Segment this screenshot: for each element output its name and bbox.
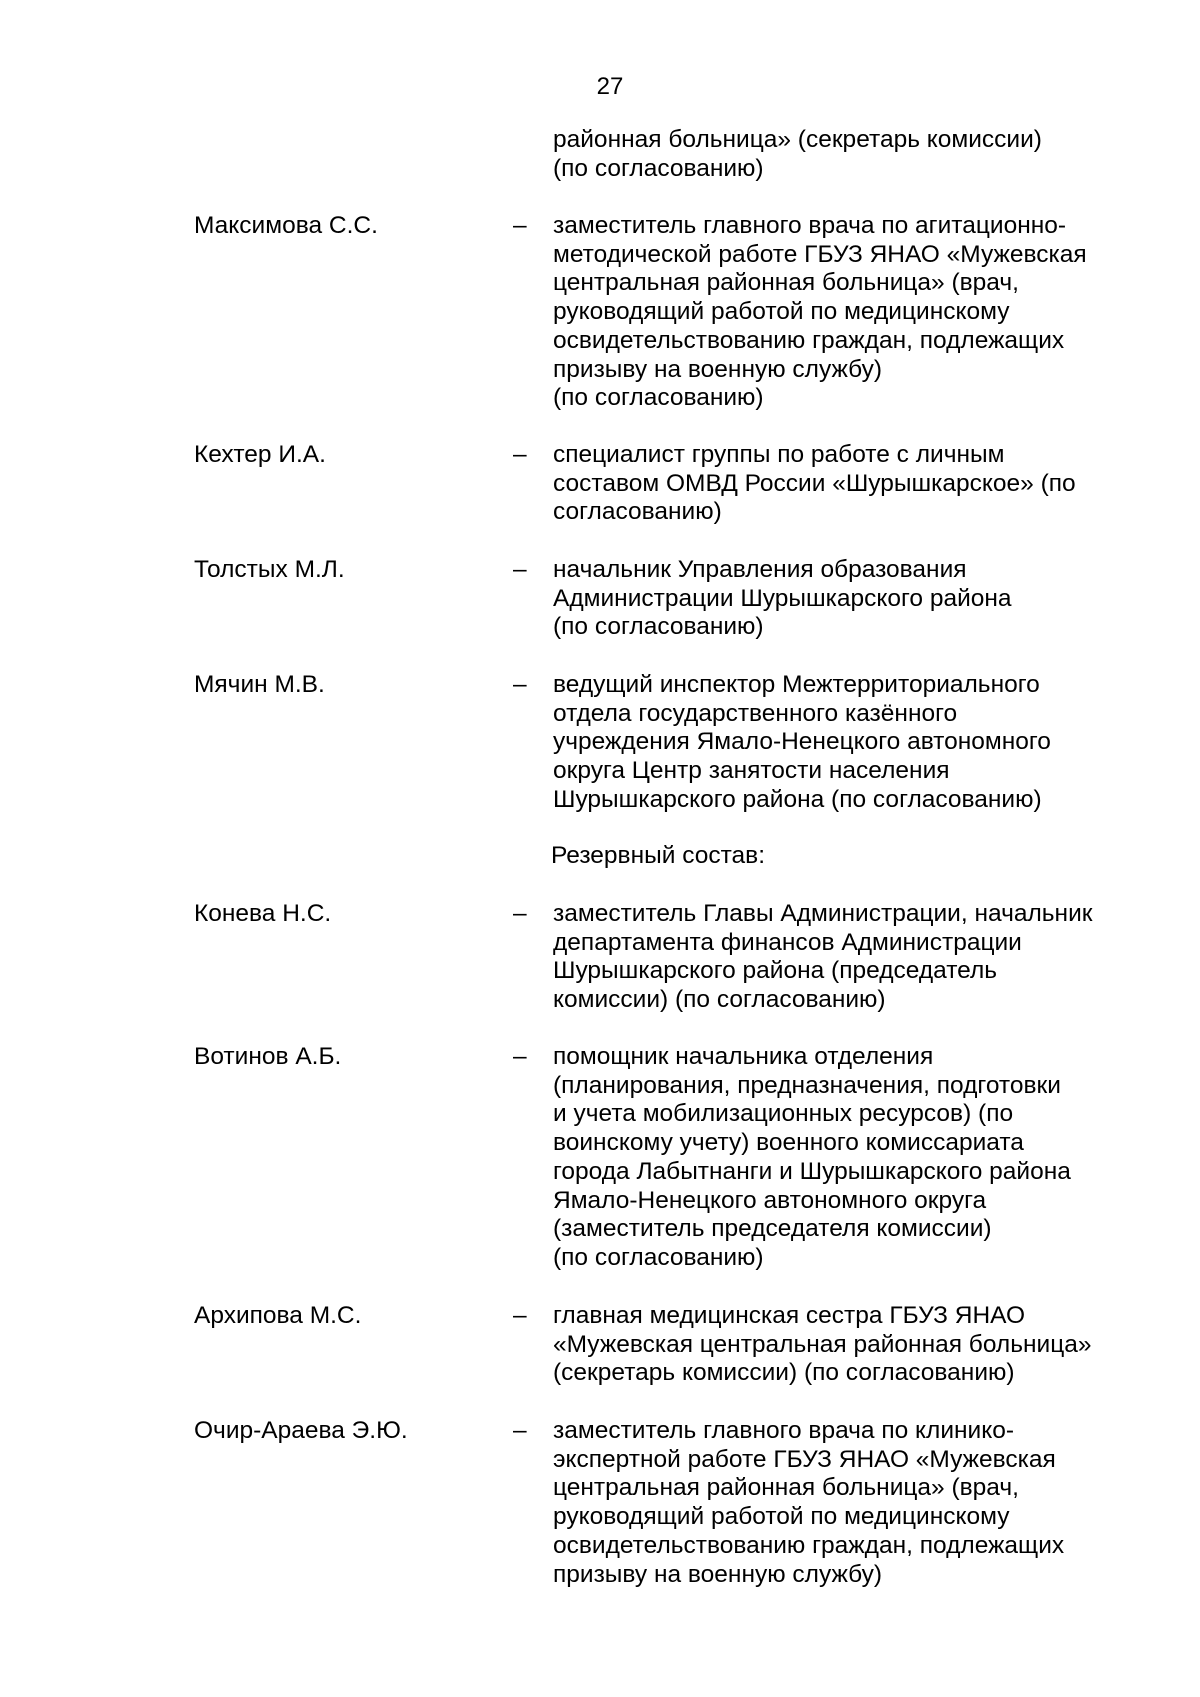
description-line: освидетельствованию граждан, подлежащих [553,1531,1065,1559]
description-line: главная медицинская сестра ГБУЗ ЯНАО [553,1302,1025,1329]
continuation-line: районная больница» (секретарь комиссии) [553,126,1042,153]
description-line: методической работе ГБУЗ ЯНАО «Мужевская [553,240,1087,268]
description-line: призыву на военную службу) [553,355,883,383]
description-line: отдела государственного казённого [553,699,958,727]
description-line: (секретарь комиссии) (по согласованию) [553,1359,1015,1387]
dash: – [513,1043,527,1070]
description-line: начальник Управления образования [553,556,967,583]
member-description [553,1043,1071,1273]
description-line: (по согласованию) [553,613,764,641]
member-name: Очир-Араева Э.Ю. [194,1417,408,1444]
description-line: освидетельствованию граждан, подлежащих [553,326,1065,354]
dash: – [513,212,527,239]
continuation-text [553,126,1042,183]
member-name: Максимова С.С. [194,212,378,239]
description-line: воинскому учету) военного комиссариата [553,1129,1024,1157]
description-line: «Мужевская центральная районная больница» [553,1330,1092,1358]
description-line: заместитель главного врача по клинико- [553,1417,1015,1444]
member-description [553,900,1092,1015]
description-line: заместитель главного врача по агитационно- [553,212,1067,239]
member-description [553,1302,1091,1388]
description-line: учреждения Ямало-Ненецкого автономного [553,728,1051,756]
description-line: (по согласованию) [553,384,764,412]
description-line: Ямало-Ненецкого автономного округа [553,1186,987,1214]
description-line: и учета мобилизационных ресурсов) (по [553,1100,1014,1128]
member-name: Кехтер И.А. [194,441,326,468]
member-description [553,212,1087,413]
description-line: экспертной работе ГБУЗ ЯНАО «Мужевская [553,1445,1056,1473]
description-line: специалист группы по работе с личным [553,441,1005,468]
member-name: Архипова М.С. [194,1302,362,1329]
page-number: 27 [596,73,624,100]
continuation-line: (по согласованию) [553,154,764,182]
description-line: города Лабытнанги и Шурышкарского района [553,1157,1071,1185]
description-line: составом ОМВД России «Шурышкарское» (по [553,469,1076,497]
dash: – [513,1417,527,1444]
description-line: (по согласованию) [553,1243,764,1271]
member-description [553,441,1076,527]
description-line: департамента финансов Администрации [553,928,1022,956]
description-line: Администрации Шурышкарского района [553,584,1012,612]
description-line: заместитель Главы Администрации, начальник [553,900,1093,927]
member-description [553,556,1012,642]
description-line: центральная районная больница» (врач, [553,269,1019,297]
description-line: Шурышкарского района (председатель [553,957,998,985]
dash: – [513,441,527,468]
description-line: ведущий инспектор Межтерриториального [553,671,1040,698]
description-line: (заместитель председателя комиссии) [553,1215,992,1243]
member-name: Конева Н.С. [194,900,332,927]
description-line: призыву на военную службу) [553,1560,883,1588]
member-description [553,1417,1064,1589]
dash: – [513,671,527,698]
member-name: Мячин М.В. [194,671,325,698]
description-line: руководящий работой по медицинскому [553,298,1010,326]
description-line: комиссии) (по согласованию) [553,986,886,1014]
description-line: помощник начальника отделения [553,1043,934,1070]
dash: – [513,900,527,927]
dash: – [513,556,527,583]
description-line: Шурышкарского района (по согласованию) [553,785,1042,813]
description-line: (планирования, предназначения, подготовки [553,1071,1061,1099]
description-line: согласованию) [553,498,722,526]
description-line: руководящий работой по медицинскому [553,1503,1010,1531]
description-line: центральная районная больница» (врач, [553,1474,1019,1502]
member-description [553,671,1051,815]
dash: – [513,1302,527,1329]
description-line: округа Центр занятости населения [553,757,950,785]
member-name: Толстых М.Л. [194,556,345,583]
reserve-heading: Резервный состав: [551,842,766,869]
member-name: Вотинов А.Б. [194,1043,342,1070]
